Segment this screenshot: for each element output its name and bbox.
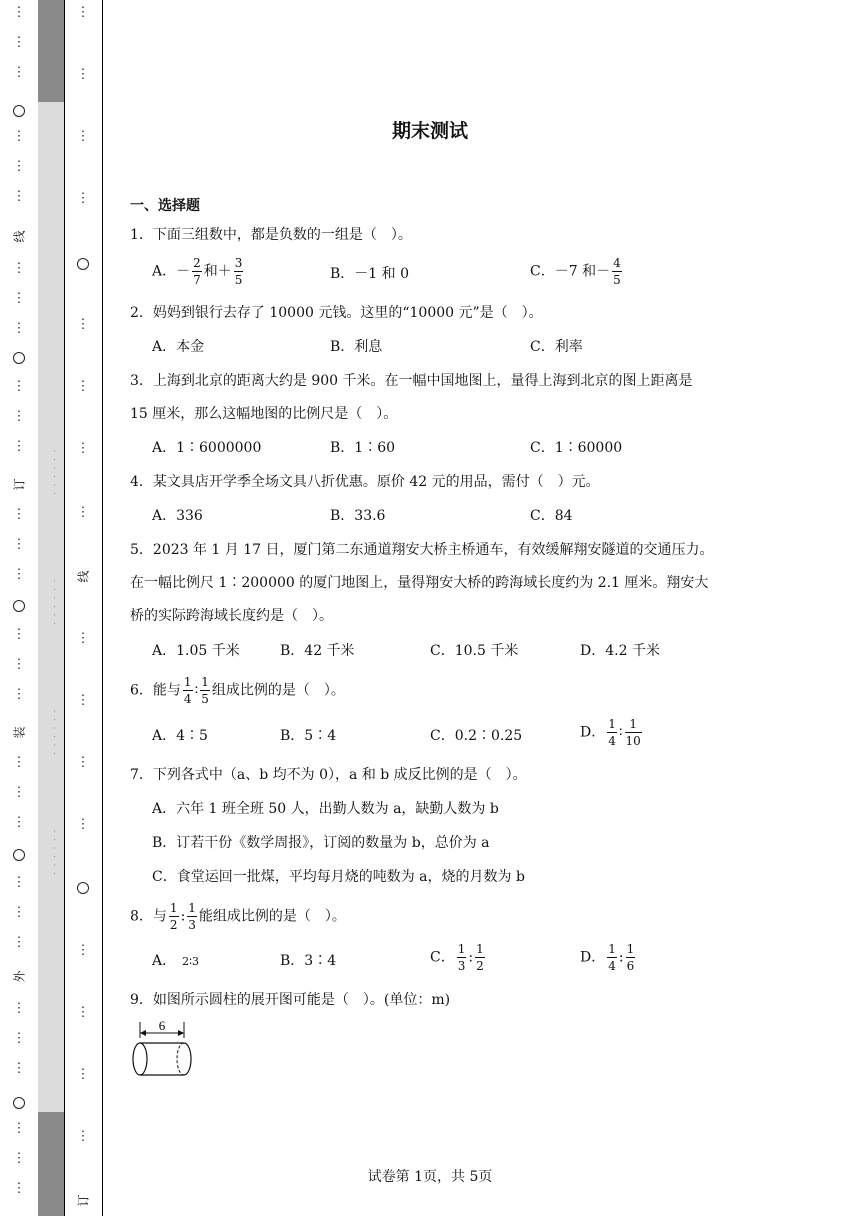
dotted-mark: ⋮	[12, 1181, 26, 1196]
ratio-colon: ∶	[194, 682, 199, 699]
dotted-mark: ⋮	[12, 261, 26, 276]
question-4-option-a[interactable]: A．336	[152, 508, 203, 524]
denominator: 2	[476, 959, 484, 973]
dotted-mark: ⋮	[12, 815, 26, 830]
dotted-mark: ⋮	[76, 1005, 90, 1020]
stem-text: 能组成比例的是（ ）。	[198, 908, 346, 925]
stem-text: 8．与	[130, 908, 167, 925]
fraction	[187, 902, 197, 931]
dotted-mark: ⋮	[12, 379, 26, 394]
question-1-option-a[interactable]	[152, 257, 245, 286]
fraction	[234, 257, 244, 286]
dotted-mark: ⋮	[76, 755, 90, 770]
question-1-stem: 1．下面三组数中，都是负数的一组是（ ）。	[130, 227, 412, 243]
dotted-mark: ⋮	[76, 67, 90, 82]
question-7-option-a[interactable]: A．六年 1 班全班 50 人，出勤人数为 a，缺勤人数为 b	[152, 801, 499, 817]
dotted-mark: ⋮	[76, 817, 90, 832]
dotted-mark: ⋮	[12, 129, 26, 144]
stem-text: 组成比例的是（ ）。	[211, 682, 345, 699]
dotted-mark: ⋮	[12, 1001, 26, 1016]
dotted-mark: ⋮	[76, 943, 90, 958]
dotted-mark: ⋮	[12, 35, 26, 50]
dotted-mark: ⋮	[76, 129, 90, 144]
question-9-stem: 9．如图所示圆柱的展开图可能是（ ）。(单位：m)	[130, 992, 451, 1008]
ratio-colon: ∶	[618, 724, 623, 741]
option-text: 和＋	[203, 263, 232, 280]
numerator: 1	[625, 718, 642, 733]
fraction	[192, 257, 202, 286]
question-5-option-c[interactable]: C．10.5 千米	[430, 643, 519, 659]
question-2-stem: 2．妈妈到银行去存了 10000 元钱。这里的“10000 元”是（ ）。	[130, 305, 543, 321]
cylinder-dimension-label: 6	[158, 1018, 166, 1033]
question-5-option-d[interactable]: D．4.2 千米	[580, 643, 660, 659]
question-3-stem-line-1: 3．上海到北京的距离大约是 900 千米。在一幅中国地图上，量得上海到北京的图上距离是	[130, 373, 693, 389]
binding-label-bind: 订	[12, 478, 27, 491]
dotted-mark: ⋮	[12, 755, 26, 770]
question-5-stem-line-3: 桥的实际跨海域长度约是（ ）。	[130, 608, 333, 624]
fraction	[607, 718, 617, 747]
binding-circle	[13, 1097, 25, 1109]
option-label: D．	[580, 949, 606, 966]
numerator: 3	[234, 256, 243, 270]
fraction	[626, 943, 636, 972]
dotted-mark: ⋮	[12, 875, 26, 890]
cylinder-figure	[126, 1018, 202, 1082]
fraction	[457, 943, 467, 972]
fraction	[169, 902, 179, 931]
binding-circle	[77, 882, 89, 894]
dotted-mark: ⋮	[76, 693, 90, 708]
binding-dark-block-bottom	[38, 1112, 64, 1216]
numerator: 1	[188, 901, 196, 915]
denominator: 7	[193, 273, 201, 287]
numerator: 1	[608, 942, 616, 956]
dotted-mark: ⋮	[12, 1121, 26, 1136]
dotted-mark: ⋮	[12, 65, 26, 80]
question-6-option-c[interactable]: C．0.2∶0.25	[430, 728, 523, 744]
denominator: 3	[457, 959, 466, 973]
dotted-mark: ⋮	[76, 1067, 90, 1082]
dotted-mark: ⋮	[12, 687, 26, 702]
dotted-mark: ⋮	[12, 409, 26, 424]
numerator: 4	[613, 256, 621, 270]
outer-binding-strip	[0, 0, 39, 1216]
numerator: 1	[457, 942, 466, 956]
binding-fine-print: · · · · · ·	[50, 710, 58, 757]
dotted-mark: ⋮	[12, 321, 26, 336]
fraction	[183, 676, 193, 705]
dotted-mark: ⋮	[12, 935, 26, 950]
fraction	[612, 257, 622, 286]
binding-label-pack: 装	[12, 726, 27, 739]
numerator: 1	[201, 675, 209, 689]
option-text: 2∶3	[182, 955, 199, 968]
numerator: 1	[608, 717, 616, 731]
dotted-mark: ⋮	[12, 1031, 26, 1046]
denominator: 5	[234, 273, 243, 287]
numerator: 2	[193, 256, 201, 270]
binding-label-bind: 订	[76, 1194, 91, 1207]
dotted-mark: ⋮	[12, 627, 26, 642]
binding-fine-print: · · · · · ·	[50, 580, 58, 627]
dotted-mark: ⋮	[12, 657, 26, 672]
binding-fine-print: · · · · · ·	[50, 450, 58, 497]
dotted-mark: ⋮	[12, 905, 26, 920]
binding-circle	[13, 352, 25, 364]
dotted-mark: ⋮	[12, 1061, 26, 1076]
question-6-option-b[interactable]: B．5∶4	[280, 728, 337, 744]
ratio-colon: :	[180, 908, 186, 925]
question-7-stem: 7．下列各式中（a、b 均不为 0），a 和 b 成反比例的是（ ）。	[130, 767, 527, 783]
page-title: 期末测试	[391, 120, 468, 142]
option-label: C．	[430, 949, 455, 966]
ratio-colon: :	[618, 949, 624, 966]
denominator: 5	[613, 273, 621, 287]
denominator: 4	[183, 692, 192, 706]
question-6-option-d[interactable]	[580, 718, 644, 747]
dotted-mark: ⋮	[12, 567, 26, 582]
question-5-option-a[interactable]: A．1.05 千米	[152, 643, 240, 659]
question-2-option-a[interactable]: A．本金	[152, 339, 205, 355]
numerator: 1	[183, 675, 192, 689]
question-7-option-c[interactable]: C．食堂运回一批煤，平均每月烧的吨数为 a，烧的月数为 b	[152, 869, 525, 885]
question-4-option-b[interactable]: B．33.6	[330, 508, 386, 524]
fraction	[625, 718, 642, 747]
question-3-stem-line-2: 15 厘米，那么这幅地图的比例尺是（ ）。	[130, 406, 398, 422]
dotted-mark: ⋮	[12, 291, 26, 306]
page-footer: 试卷第 1页，共 5页	[367, 1169, 493, 1185]
dotted-mark: ⋮	[12, 537, 26, 552]
question-6-stem	[130, 676, 345, 705]
fraction	[475, 943, 485, 972]
binding-circle	[13, 600, 25, 612]
question-8-option-d[interactable]	[580, 943, 637, 972]
binding-circle	[77, 258, 89, 270]
question-4-stem: 4．某文具店开学季全场文具八折优惠。原价 42 元的用品，需付（ ）元。	[130, 474, 600, 490]
question-5-option-b[interactable]: B．42 千米	[280, 643, 355, 659]
option-label: A．	[152, 263, 177, 280]
numerator: 1	[169, 901, 178, 915]
fraction	[200, 676, 210, 705]
denominator: 5	[201, 692, 209, 706]
denominator: 4	[608, 959, 616, 973]
dotted-mark: ⋮	[76, 505, 90, 520]
binding-dark-block-top	[38, 0, 64, 102]
dotted-mark: ⋮	[76, 191, 90, 206]
question-3-option-a[interactable]: A．1∶6000000	[152, 440, 262, 456]
denominator: 10	[625, 734, 641, 748]
dotted-mark: ⋮	[12, 159, 26, 174]
binding-label-outside: 外	[12, 970, 27, 983]
question-3-option-b[interactable]: B．1∶60	[330, 440, 396, 456]
question-1-option-c[interactable]	[530, 257, 624, 286]
option-text: C．－7 和－	[530, 263, 611, 280]
question-5-stem-line-1: 5．2023 年 1 月 17 日，厦门第二东通道翔安大桥主桥通车，有效缓解翔安隧道的交通压力。	[130, 542, 714, 558]
dotted-mark: ⋮	[12, 439, 26, 454]
dotted-mark: ⋮	[76, 631, 90, 646]
dotted-mark: ⋮	[76, 441, 90, 456]
inner-binding-strip	[64, 0, 103, 1216]
dotted-mark: ⋮	[76, 5, 90, 20]
question-2-option-b[interactable]: B．利息	[330, 339, 383, 355]
denominator: 2	[169, 918, 178, 932]
sign: －	[176, 263, 191, 280]
dotted-mark: ⋮	[76, 1129, 90, 1144]
question-5-stem-line-2: 在一幅比例尺 1∶200000 的厦门地图上，量得翔安大桥的跨海域长度约为 2.1 厘米。翔安大	[130, 575, 709, 591]
binding-label-line: 线	[12, 230, 27, 243]
dotted-mark: ⋮	[76, 379, 90, 394]
stem-text: 6．能与	[130, 682, 181, 699]
question-8-option-c[interactable]	[430, 943, 487, 972]
question-7-option-b[interactable]: B．订若干份《数学周报》，订阅的数量为 b，总价为 a	[152, 835, 490, 851]
question-4-option-c[interactable]: C．84	[530, 508, 573, 524]
section-heading: 一、选择题	[130, 198, 200, 214]
fraction	[607, 943, 617, 972]
question-1-option-b[interactable]: B．－1 和 0	[330, 266, 410, 282]
dotted-mark: ⋮	[12, 189, 26, 204]
question-8-option-a[interactable]	[152, 952, 199, 971]
dotted-mark: ⋮	[12, 785, 26, 800]
dotted-mark: ⋮	[12, 1151, 26, 1166]
denominator: 3	[188, 918, 196, 932]
question-3-option-c[interactable]: C．1∶60000	[530, 440, 623, 456]
dotted-mark: ⋮	[12, 5, 26, 20]
question-8-option-b[interactable]: B．3∶4	[280, 953, 337, 969]
option-label: D．	[580, 724, 606, 741]
dotted-mark: ⋮	[76, 317, 90, 332]
numerator: 1	[626, 942, 635, 956]
denominator: 6	[626, 959, 635, 973]
denominator: 4	[608, 734, 616, 748]
dotted-mark: ⋮	[12, 507, 26, 522]
numerator: 1	[476, 942, 484, 956]
question-2-option-c[interactable]: C．利率	[530, 339, 583, 355]
binding-circle	[13, 849, 25, 861]
option-label: A．	[152, 953, 177, 969]
binding-label-line: 线	[76, 570, 91, 583]
binding-fine-print: · · · · · ·	[50, 830, 58, 877]
ratio-colon: :	[468, 949, 474, 966]
question-6-option-a[interactable]: A．4∶5	[152, 728, 208, 744]
question-8-stem	[130, 902, 346, 931]
